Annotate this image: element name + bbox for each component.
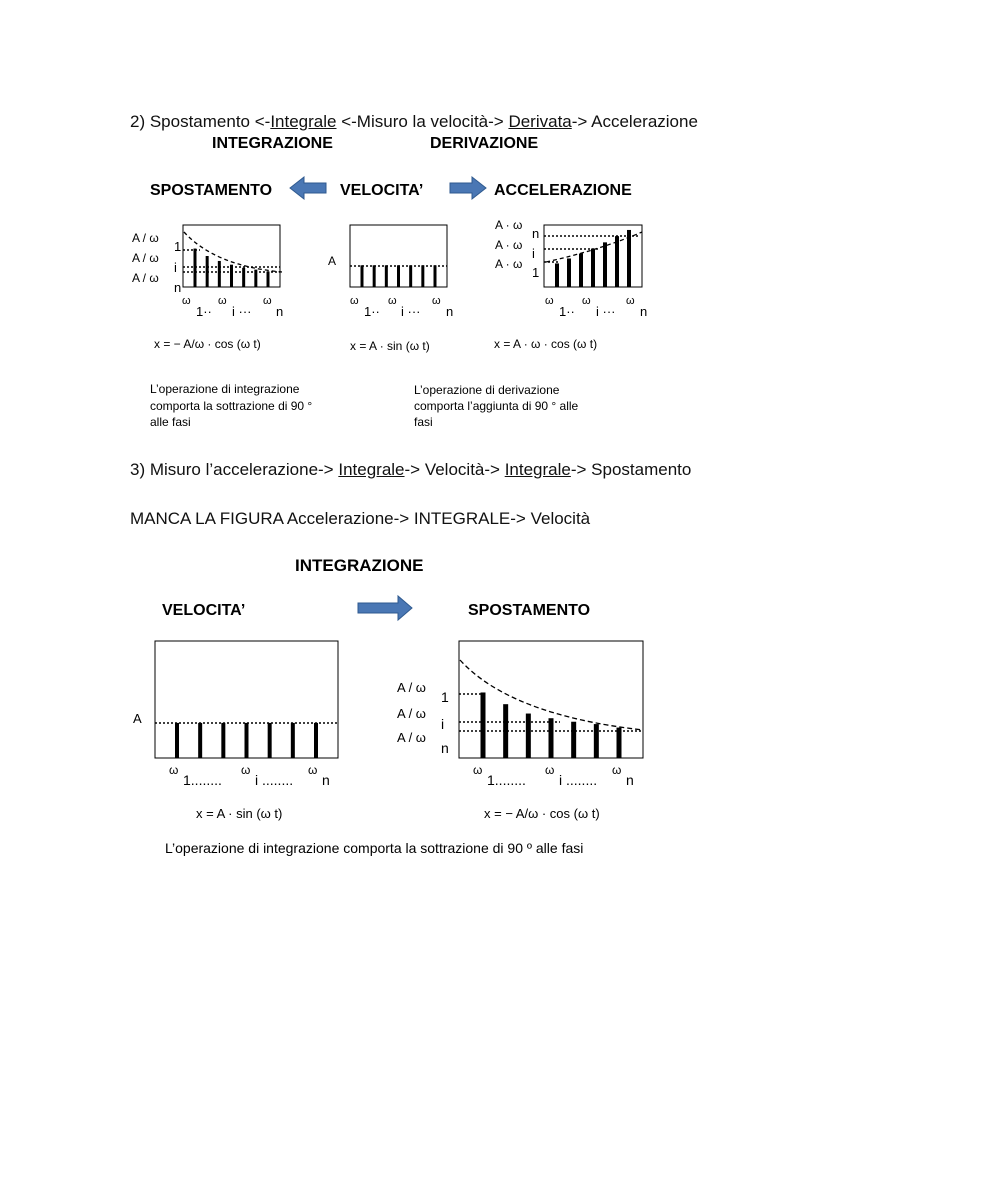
bar-spostamento-1 [481, 692, 486, 758]
bar-velocit-2 [198, 723, 202, 758]
fig2-spostamento: SPOSTAMENTO [468, 602, 591, 619]
fig2-note: L’operazione di integrazione comporta la sottrazione di 90 º alle fasi [165, 840, 584, 856]
axis-sn: n [446, 304, 454, 319]
bar-velocit-1 [361, 265, 364, 287]
right-sub-n: n [532, 226, 540, 241]
bar-velocit-3 [221, 723, 225, 758]
axis-labels-right [545, 295, 647, 319]
bar-accelerazione-1 [555, 263, 559, 287]
figure-1 [0, 0, 1000, 450]
note-left-1: L’operazione di integrazione [150, 382, 300, 396]
right-label-n: A · ω [495, 218, 523, 232]
axis-w1: ω [182, 295, 191, 307]
axis-wn: ω [626, 295, 635, 307]
fig2-right-label-n: A / ω [397, 730, 426, 745]
axis-s1: 1·· [559, 304, 575, 319]
arrow-left-icon [290, 177, 326, 199]
axis-wn: ω [432, 295, 441, 307]
fig1-derivazione: DERIVAZIONE [430, 135, 539, 152]
right-sub-1: 1 [532, 265, 540, 280]
left-label-i: A / ω [132, 251, 159, 265]
bar-accelerazione-6 [615, 236, 619, 287]
mid-label-a: A [328, 254, 337, 268]
bar-spostamento-3 [218, 261, 221, 287]
bar-spostamento-7 [267, 272, 270, 288]
fig2-formula-left: x = A · sin (ω t) [196, 806, 283, 821]
bar-velocit-4 [397, 265, 400, 287]
axis-wn: ω [612, 763, 622, 777]
note-right-2: comporta l’aggiunta di 90 ° alle [414, 399, 579, 413]
arrow-right-icon [358, 596, 412, 620]
axis-si: i ........ [255, 772, 294, 788]
bar-spostamento-4 [230, 265, 233, 287]
right-sub-i: i [532, 246, 535, 261]
bar-spostamento-7 [617, 728, 622, 758]
fig2-right-sub-1: 1 [441, 689, 449, 705]
right-label-1: A · ω [495, 257, 523, 271]
left-label-1: A / ω [132, 231, 159, 245]
bar-velocit-7 [314, 723, 318, 758]
note-right-1: L’operazione di derivazione [414, 383, 560, 397]
fig1-spostamento: SPOSTAMENTO [150, 182, 273, 199]
fig2-bars [175, 692, 622, 758]
axis-wi: ω [545, 763, 555, 777]
left-sub-1: 1 [174, 239, 182, 254]
integrale-underlined-2: Integrale [504, 460, 571, 479]
bar-velocit-2 [373, 265, 376, 287]
section2-end: -> Accelerazione [571, 112, 698, 131]
bar-velocit-4 [245, 723, 249, 758]
fig2-right-label-i: A / ω [397, 706, 426, 721]
bar-spostamento-5 [571, 722, 576, 758]
formula-left: x = − A/ω · cos (ω t) [154, 337, 261, 351]
note-left-3: alle fasi [150, 415, 191, 429]
formula-mid: x = A · sin (ω t) [350, 339, 430, 353]
fig2-axis-right [473, 763, 634, 788]
axis-wi: ω [241, 763, 251, 777]
fig1-velocita: VELOCITA’ [340, 182, 424, 199]
fig1-integrazione: INTEGRAZIONE [212, 135, 333, 152]
derivata-underlined: Derivata [508, 112, 572, 131]
section3-line [130, 460, 691, 480]
axis-sn: n [276, 304, 284, 319]
bar-velocit-5 [268, 723, 272, 758]
fig2-integrazione: INTEGRAZIONE [295, 556, 424, 575]
axis-w1: ω [545, 295, 554, 307]
manca-line: MANCA LA FIGURA Accelerazione-> INTEGRALE-> Velocità [130, 509, 591, 528]
bar-velocit-7 [434, 265, 437, 287]
fig2-right-label-1: A / ω [397, 680, 426, 695]
bar-spostamento-3 [526, 714, 531, 758]
bar-spostamento-6 [594, 724, 599, 758]
fig2-axis-left [169, 763, 330, 788]
axis-s1: 1·· [196, 304, 212, 319]
fig2-right-sub-i: i [441, 716, 445, 732]
fig2-velocita: VELOCITA’ [162, 602, 246, 619]
section2-number: 2) Spostamento <- [130, 112, 271, 131]
formula-right: x = A · ω · cos (ω t) [494, 337, 598, 351]
axis-s1: 1........ [487, 772, 526, 788]
fig2-right-sub-n: n [441, 740, 449, 756]
arrow-right-icon [450, 177, 486, 199]
axis-sn: n [640, 304, 648, 319]
axis-w1: ω [350, 295, 359, 307]
bar-accelerazione-4 [591, 249, 595, 287]
bar-accelerazione-5 [603, 242, 607, 287]
section2-middle: <-Misuro la velocità-> [336, 112, 509, 131]
bar-spostamento-1 [194, 249, 197, 287]
integrale-underlined-1: Integrale [338, 460, 405, 479]
fig2-formula-right: x = − A/ω · cos (ω t) [484, 806, 600, 821]
fig2-mid-label: A [133, 711, 142, 726]
right-label-i: A · ω [495, 238, 523, 252]
axis-labels-mid [350, 295, 453, 319]
bar-velocit-3 [385, 265, 388, 287]
fig1-bars [194, 230, 632, 287]
note-left-2: comporta la sottrazione di 90 ° [150, 399, 313, 413]
bar-velocit-6 [421, 265, 424, 287]
axis-si: i ··· [596, 304, 616, 319]
section3-number: 3) Misuro l’accelerazione-> [130, 460, 339, 479]
fig1-accelerazione: ACCELERAZIONE [494, 182, 632, 199]
axis-wn: ω [308, 763, 318, 777]
axis-w1: ω [473, 763, 483, 777]
figure-2 [0, 540, 1000, 870]
left-sub-i: i [174, 260, 177, 275]
bar-accelerazione-2 [567, 258, 571, 287]
axis-s1: 1........ [183, 772, 222, 788]
axis-w1: ω [169, 763, 179, 777]
axis-si: i ··· [401, 304, 421, 319]
integrale-underlined: Integrale [270, 112, 337, 131]
bar-spostamento-4 [549, 718, 554, 758]
bar-spostamento-5 [242, 268, 245, 287]
axis-labels-left [182, 295, 283, 319]
axis-sn: n [322, 772, 330, 788]
left-label-n: A / ω [132, 271, 159, 285]
axis-s1: 1·· [364, 304, 380, 319]
axis-wn: ω [263, 295, 272, 307]
axis-si: i ··· [232, 304, 252, 319]
bar-velocit-6 [291, 723, 295, 758]
axis-si: i ........ [559, 772, 598, 788]
bar-accelerazione-3 [579, 254, 583, 287]
axis-wi: ω [582, 295, 591, 307]
axis-sn: n [626, 772, 634, 788]
bar-velocit-5 [409, 265, 412, 287]
section3-end: -> Spostamento [570, 460, 692, 479]
left-sub-n: n [174, 280, 182, 295]
axis-wi: ω [218, 295, 227, 307]
axis-wi: ω [388, 295, 397, 307]
bar-velocit-1 [175, 723, 179, 758]
section3-middle: -> Velocità-> [404, 460, 505, 479]
note-right-3: fasi [414, 415, 433, 429]
